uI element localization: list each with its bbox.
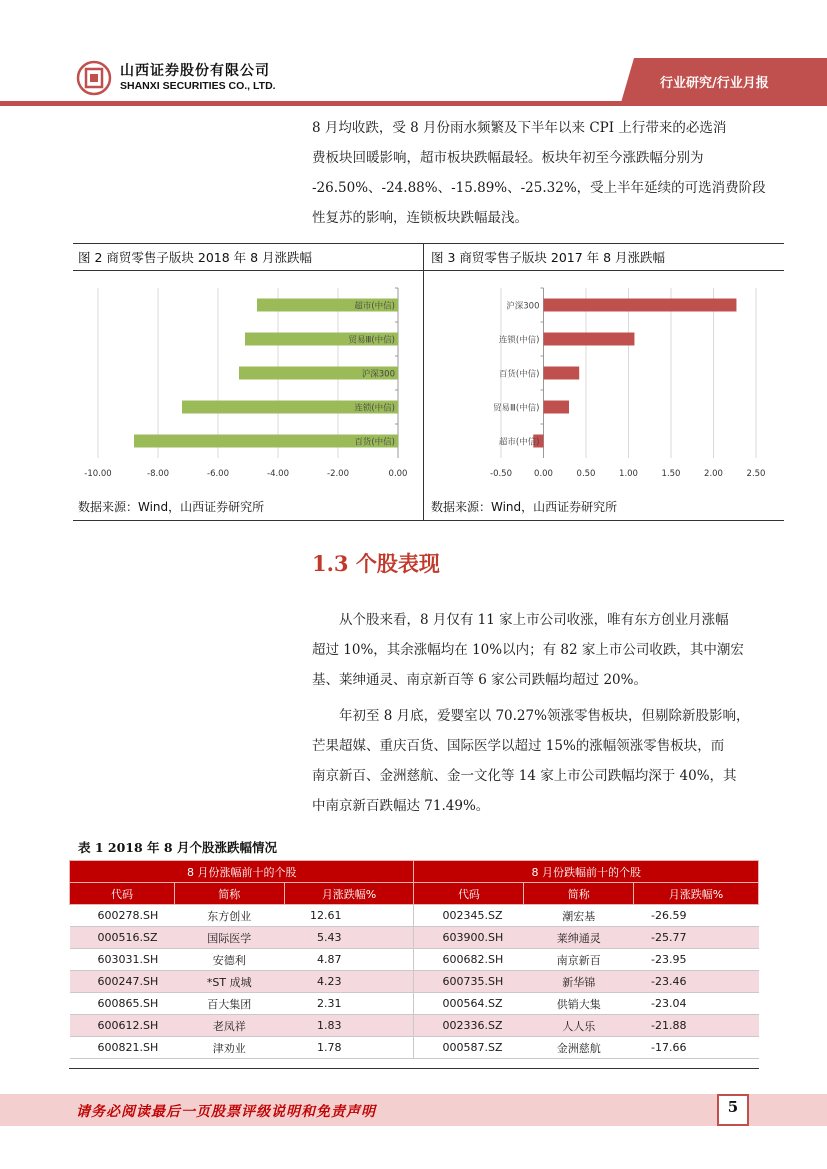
figure-title-rule xyxy=(73,270,784,271)
ytd-performance-paragraph xyxy=(312,701,752,821)
paragraph-line: 超过 10%，其余涨幅均在 10%以内；有 82 家上市公司收跌，其中潮宏 xyxy=(312,642,744,658)
table-cell: 12.61 xyxy=(284,905,414,927)
table-cell: 1.83 xyxy=(284,1015,414,1037)
table-row xyxy=(70,1037,759,1059)
intro-line: 性复苏的影响，连锁板块跌幅最浅。 xyxy=(312,210,528,226)
table-cell: 津劝业 xyxy=(174,1037,284,1059)
x-tick-label: 2.00 xyxy=(704,469,723,479)
x-tick-label: -10.00 xyxy=(84,469,112,479)
category-label: 百货(中信) xyxy=(354,437,395,448)
x-tick-label: -8.00 xyxy=(147,469,169,479)
page-number: 5 xyxy=(727,1098,739,1116)
table-cell: -23.04 xyxy=(634,993,759,1015)
paragraph-line: 从个股来看，8 月仅有 11 家上市公司收涨，唯有东方创业月涨幅 xyxy=(339,612,729,628)
table-cell: 新华锦 xyxy=(524,971,634,993)
table-cell: 1.78 xyxy=(284,1037,414,1059)
intro-line: 费板块回暖影响，超市板块跌幅最轻。板块年初至今涨跌幅分别为 xyxy=(312,150,704,166)
table-cell: 供销大集 xyxy=(524,993,634,1015)
table-cell: 603900.SH xyxy=(414,927,524,949)
bar xyxy=(544,333,635,346)
paragraph-line: 中南京新百跌幅达 71.49%。 xyxy=(312,798,490,814)
intro-line: -26.50%、-24.88%、-15.89%、-25.32%，受上半年延续的可选消费阶段 xyxy=(312,180,766,196)
table-cell: -26.59 xyxy=(634,905,759,927)
table-cell: 600247.SH xyxy=(70,971,175,993)
losers-group-header: 8 月份跌幅前十的个股 xyxy=(414,861,759,883)
x-tick-label: 1.00 xyxy=(619,469,638,479)
table-cell: 5.43 xyxy=(284,927,414,949)
intro-line: 8 月均收跌，受 8 月份雨水频繁及下半年以来 CPI 上行带来的必选消 xyxy=(312,120,727,136)
figure-3-source: 数据来源：Wind，山西证券研究所 xyxy=(431,500,618,514)
x-tick-label: -2.00 xyxy=(327,469,349,479)
company-name-cn: 山西证券股份有限公司 xyxy=(120,63,270,79)
x-tick-label: 0.00 xyxy=(534,469,553,479)
header-divider xyxy=(0,101,827,106)
table-cell: 百大集团 xyxy=(174,993,284,1015)
table-cell: -17.66 xyxy=(634,1037,759,1059)
x-tick-label: 0.00 xyxy=(388,469,408,479)
table-cell: -23.46 xyxy=(634,971,759,993)
figure-3-title: 图 3 商贸零售子版块 2017 年 8 月涨跌幅 xyxy=(431,250,666,265)
table-row xyxy=(70,927,759,949)
figure-top-rule xyxy=(73,243,784,244)
table-cell: 莱绅通灵 xyxy=(524,927,634,949)
table-cell: 002336.SZ xyxy=(414,1015,524,1037)
gainers-group-header: 8 月份涨幅前十的个股 xyxy=(70,861,414,883)
column-header: 简称 xyxy=(524,883,634,905)
table-cell: 老凤祥 xyxy=(174,1015,284,1037)
table-row xyxy=(70,993,759,1015)
category-label: 连锁(中信) xyxy=(498,335,540,346)
table-cell: 000516.SZ xyxy=(70,927,175,949)
table-bottom-rule xyxy=(69,1068,759,1069)
table-cell: 东方创业 xyxy=(174,905,284,927)
category-label: 沪深300 xyxy=(506,301,540,312)
table-cell: 600278.SH xyxy=(70,905,175,927)
paragraph-line: 年初至 8 月底，爱婴室以 70.27%领涨零售板块，但剔除新股影响， xyxy=(339,708,750,724)
table-cell: 安德利 xyxy=(174,949,284,971)
category-label: 超市(中信) xyxy=(498,437,540,448)
footer-disclaimer: 请务必阅读最后一页股票评级说明和免责声明 xyxy=(76,1104,376,1120)
table-cell: 600735.SH xyxy=(414,971,524,993)
chart-2017-august xyxy=(431,278,779,486)
category-label: 沪深300 xyxy=(361,369,395,380)
paragraph-line: 基、莱绅通灵、南京新百等 6 家公司跌幅均超过 20%。 xyxy=(312,672,647,688)
stock-performance-paragraph xyxy=(312,605,752,695)
x-tick-label: 2.50 xyxy=(746,469,766,479)
x-tick-label: -6.00 xyxy=(207,469,229,479)
table-cell: -25.77 xyxy=(634,927,759,949)
chart-2018-august xyxy=(78,278,418,486)
column-header: 简称 xyxy=(174,883,284,905)
category-label: 超市(中信) xyxy=(354,301,395,312)
table-cell: *ST 成城 xyxy=(174,971,284,993)
table-cell: -23.95 xyxy=(634,949,759,971)
table-cell: 潮宏基 xyxy=(524,905,634,927)
figure-bottom-rule xyxy=(73,520,784,521)
table-cell: 南京新百 xyxy=(524,949,634,971)
category-label: 贸易Ⅲ(中信) xyxy=(348,335,395,346)
table-cell: 4.23 xyxy=(284,971,414,993)
table-row xyxy=(70,949,759,971)
table-cell: 600682.SH xyxy=(414,949,524,971)
column-header: 月涨跌幅% xyxy=(634,883,759,905)
bar xyxy=(544,367,580,380)
figure-2-title: 图 2 商贸零售子版块 2018 年 8 月涨跌幅 xyxy=(78,250,313,265)
intro-paragraph xyxy=(312,113,766,233)
figure-divider xyxy=(423,243,424,521)
figure-2-source: 数据来源：Wind，山西证券研究所 xyxy=(78,500,265,514)
table-row xyxy=(70,1015,759,1037)
table-cell: -21.88 xyxy=(634,1015,759,1037)
company-logo xyxy=(76,60,112,96)
column-header: 代码 xyxy=(414,883,524,905)
x-tick-label: 0.50 xyxy=(576,469,596,479)
table-cell: 4.87 xyxy=(284,949,414,971)
table-cell: 600821.SH xyxy=(70,1037,175,1059)
table-cell: 002345.SZ xyxy=(414,905,524,927)
paragraph-line: 南京新百、金洲慈航、金一文化等 14 家上市公司跌幅均深于 40%，其 xyxy=(312,768,737,784)
table-caption: 表 1 2018 年 8 月个股涨跌幅情况 xyxy=(78,840,277,855)
table-cell: 人人乐 xyxy=(524,1015,634,1037)
x-tick-label: -4.00 xyxy=(267,469,289,479)
table-cell: 000587.SZ xyxy=(414,1037,524,1059)
section-title: 1.3 个股表现 xyxy=(312,551,440,576)
table-cell: 603031.SH xyxy=(70,949,175,971)
category-label: 贸易Ⅲ(中信) xyxy=(493,403,540,414)
table-cell: 000564.SZ xyxy=(414,993,524,1015)
bar xyxy=(544,299,737,312)
bar xyxy=(544,401,570,414)
table-row xyxy=(70,971,759,993)
column-header: 代码 xyxy=(70,883,175,905)
table-cell: 600612.SH xyxy=(70,1015,175,1037)
company-name-en: SHANXI SECURITIES CO., LTD. xyxy=(120,80,276,92)
table-cell: 600865.SH xyxy=(70,993,175,1015)
report-category: 行业研究/行业月报 xyxy=(660,76,769,91)
category-label: 连锁(中信) xyxy=(354,403,395,414)
column-header: 月涨跌幅% xyxy=(284,883,414,905)
table-cell: 金洲慈航 xyxy=(524,1037,634,1059)
table-cell: 2.31 xyxy=(284,993,414,1015)
x-tick-label: -0.50 xyxy=(490,469,512,479)
table-row xyxy=(70,905,759,927)
paragraph-line: 芒果超媒、重庆百货、国际医学以超过 15%的涨幅领涨零售板块，而 xyxy=(312,738,725,754)
table-cell: 国际医学 xyxy=(174,927,284,949)
stock-performance-table xyxy=(69,860,759,1059)
category-label: 百货(中信) xyxy=(498,369,540,380)
x-tick-label: 1.50 xyxy=(661,469,681,479)
